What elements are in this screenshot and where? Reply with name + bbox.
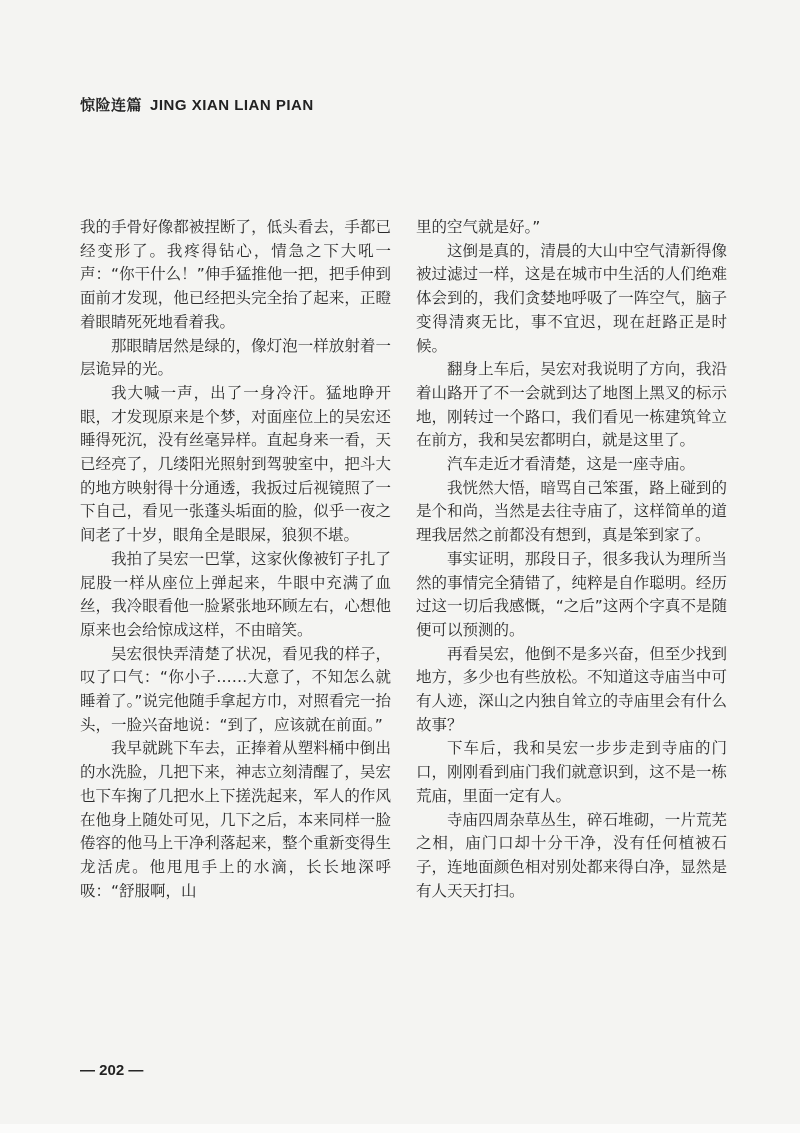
paragraph: 下车后，我和吴宏一步步走到寺庙的门口，刚刚看到庙门我们就意识到，这不是一栋荒庙，里面一定有人。 — [416, 739, 727, 805]
page-edge — [0, 1124, 800, 1133]
paragraph: 再看吴宏，他倒不是多兴奋，但至少找到地方，多少也有些放松。不知道这寺庙当中可有人迹，深山之内独自耸立的寺庙里会有什么故事？ — [416, 644, 727, 734]
paragraph: 翻身上车后，吴宏对我说明了方向，我沿着山路开了不一会就到达了地图上黑叉的标示地，刚转过一个路口，我们看见一栋建筑耸立在前方，我和吴宏都明白，就是这里了。 — [416, 360, 727, 450]
paragraph: 吴宏很快弄清楚了状况，看见我的样子，叹了口气：“你小子……大意了，不知怎么就睡着了。”说完他随手拿起方巾，对照看完一抬头，一脸兴奋地说：“到了，应该就在前面。” — [80, 644, 391, 734]
paragraph: 事实证明，那段日子，很多我认为理所当然的事情完全猜错了，纯粹是自作聪明。经历过这一切后我感慨，“之后”这两个字真不是随便可以预测的。 — [416, 549, 727, 639]
paragraph: 我的手骨好像都被捏断了，低头看去，手都已经变形了。我疼得钻心，情急之下大吼一声：“你干什么！”伸手猛推他一把，把手伸到面前才发现，他已经把头完全抬了起来，正瞪着眼睛死死地看着我。 — [80, 218, 391, 331]
paragraph: 我拍了吴宏一巴掌，这家伙像被钉子扎了屁股一样从座位上弹起来，牛眼中充满了血丝，我冷眼看他一脸紧张地环顾左右，心想他原来也会给惊成这样，不由暗笑。 — [80, 549, 391, 639]
section-title: 惊险连篇 — [80, 96, 143, 114]
right-column — [416, 216, 727, 903]
section-header — [80, 94, 314, 112]
paragraph: 我大喊一声，出了一身冷汗。猛地睁开眼，才发现原来是个梦，对面座位上的吴宏还睡得死沉，没有丝毫异样。直起身来一看，天已经亮了，几缕阳光照射到驾驶室中，把斗大的地方映射得十分通透，我扳过后视镜照了一下自己，看见一张蓬头垢面的脸，似乎一夜之间老了十岁，眼角全是眼屎，狼狈不堪。 — [80, 383, 391, 545]
paragraph: 汽车走近才看清楚，这是一座寺庙。 — [447, 455, 696, 474]
paragraph: 里的空气就是好。” — [416, 218, 541, 236]
paragraph: 那眼睛居然是绿的，像灯泡一样放射着一层诡异的光。 — [80, 336, 391, 379]
paragraph: 我早就跳下车去，正捧着从塑料桶中倒出的水洗脸，几把下来，神志立刻清醒了，吴宏也下车掬了几把水上下搓洗起来，军人的作风在他身上随处可见，几下之后，本来同样一脸倦容的他马上干净利落起来，整个重新变得生龙活虎。他甩甩手上的水滴，长长地深呼吸：“舒服啊，山 — [80, 739, 391, 900]
page-number: — 202 — — [80, 1062, 144, 1079]
paragraph: 寺庙四周杂草丛生，碎石堆砌，一片荒芜之相，庙门口却十分干净，没有任何植被石子，连地面颜色相对别处都来得白净，显然是有人天天打扫。 — [416, 810, 727, 900]
paragraph: 这倒是真的，清晨的大山中空气清新得像被过滤过一样，这是在城市中生活的人们绝难体会到的，我们贪婪地呼吸了一阵空气，脑子变得清爽无比，事不宜迟，现在赶路正是时候。 — [416, 241, 727, 355]
left-column — [80, 216, 391, 903]
paragraph: 我恍然大悟，暗骂自己笨蛋，路上碰到的是个和尚，当然是去往寺庙了，这样简单的道理我居然之前都没有想到，真是笨到家了。 — [416, 478, 727, 545]
section-pinyin: JING XIAN LIAN PIAN — [150, 97, 314, 114]
